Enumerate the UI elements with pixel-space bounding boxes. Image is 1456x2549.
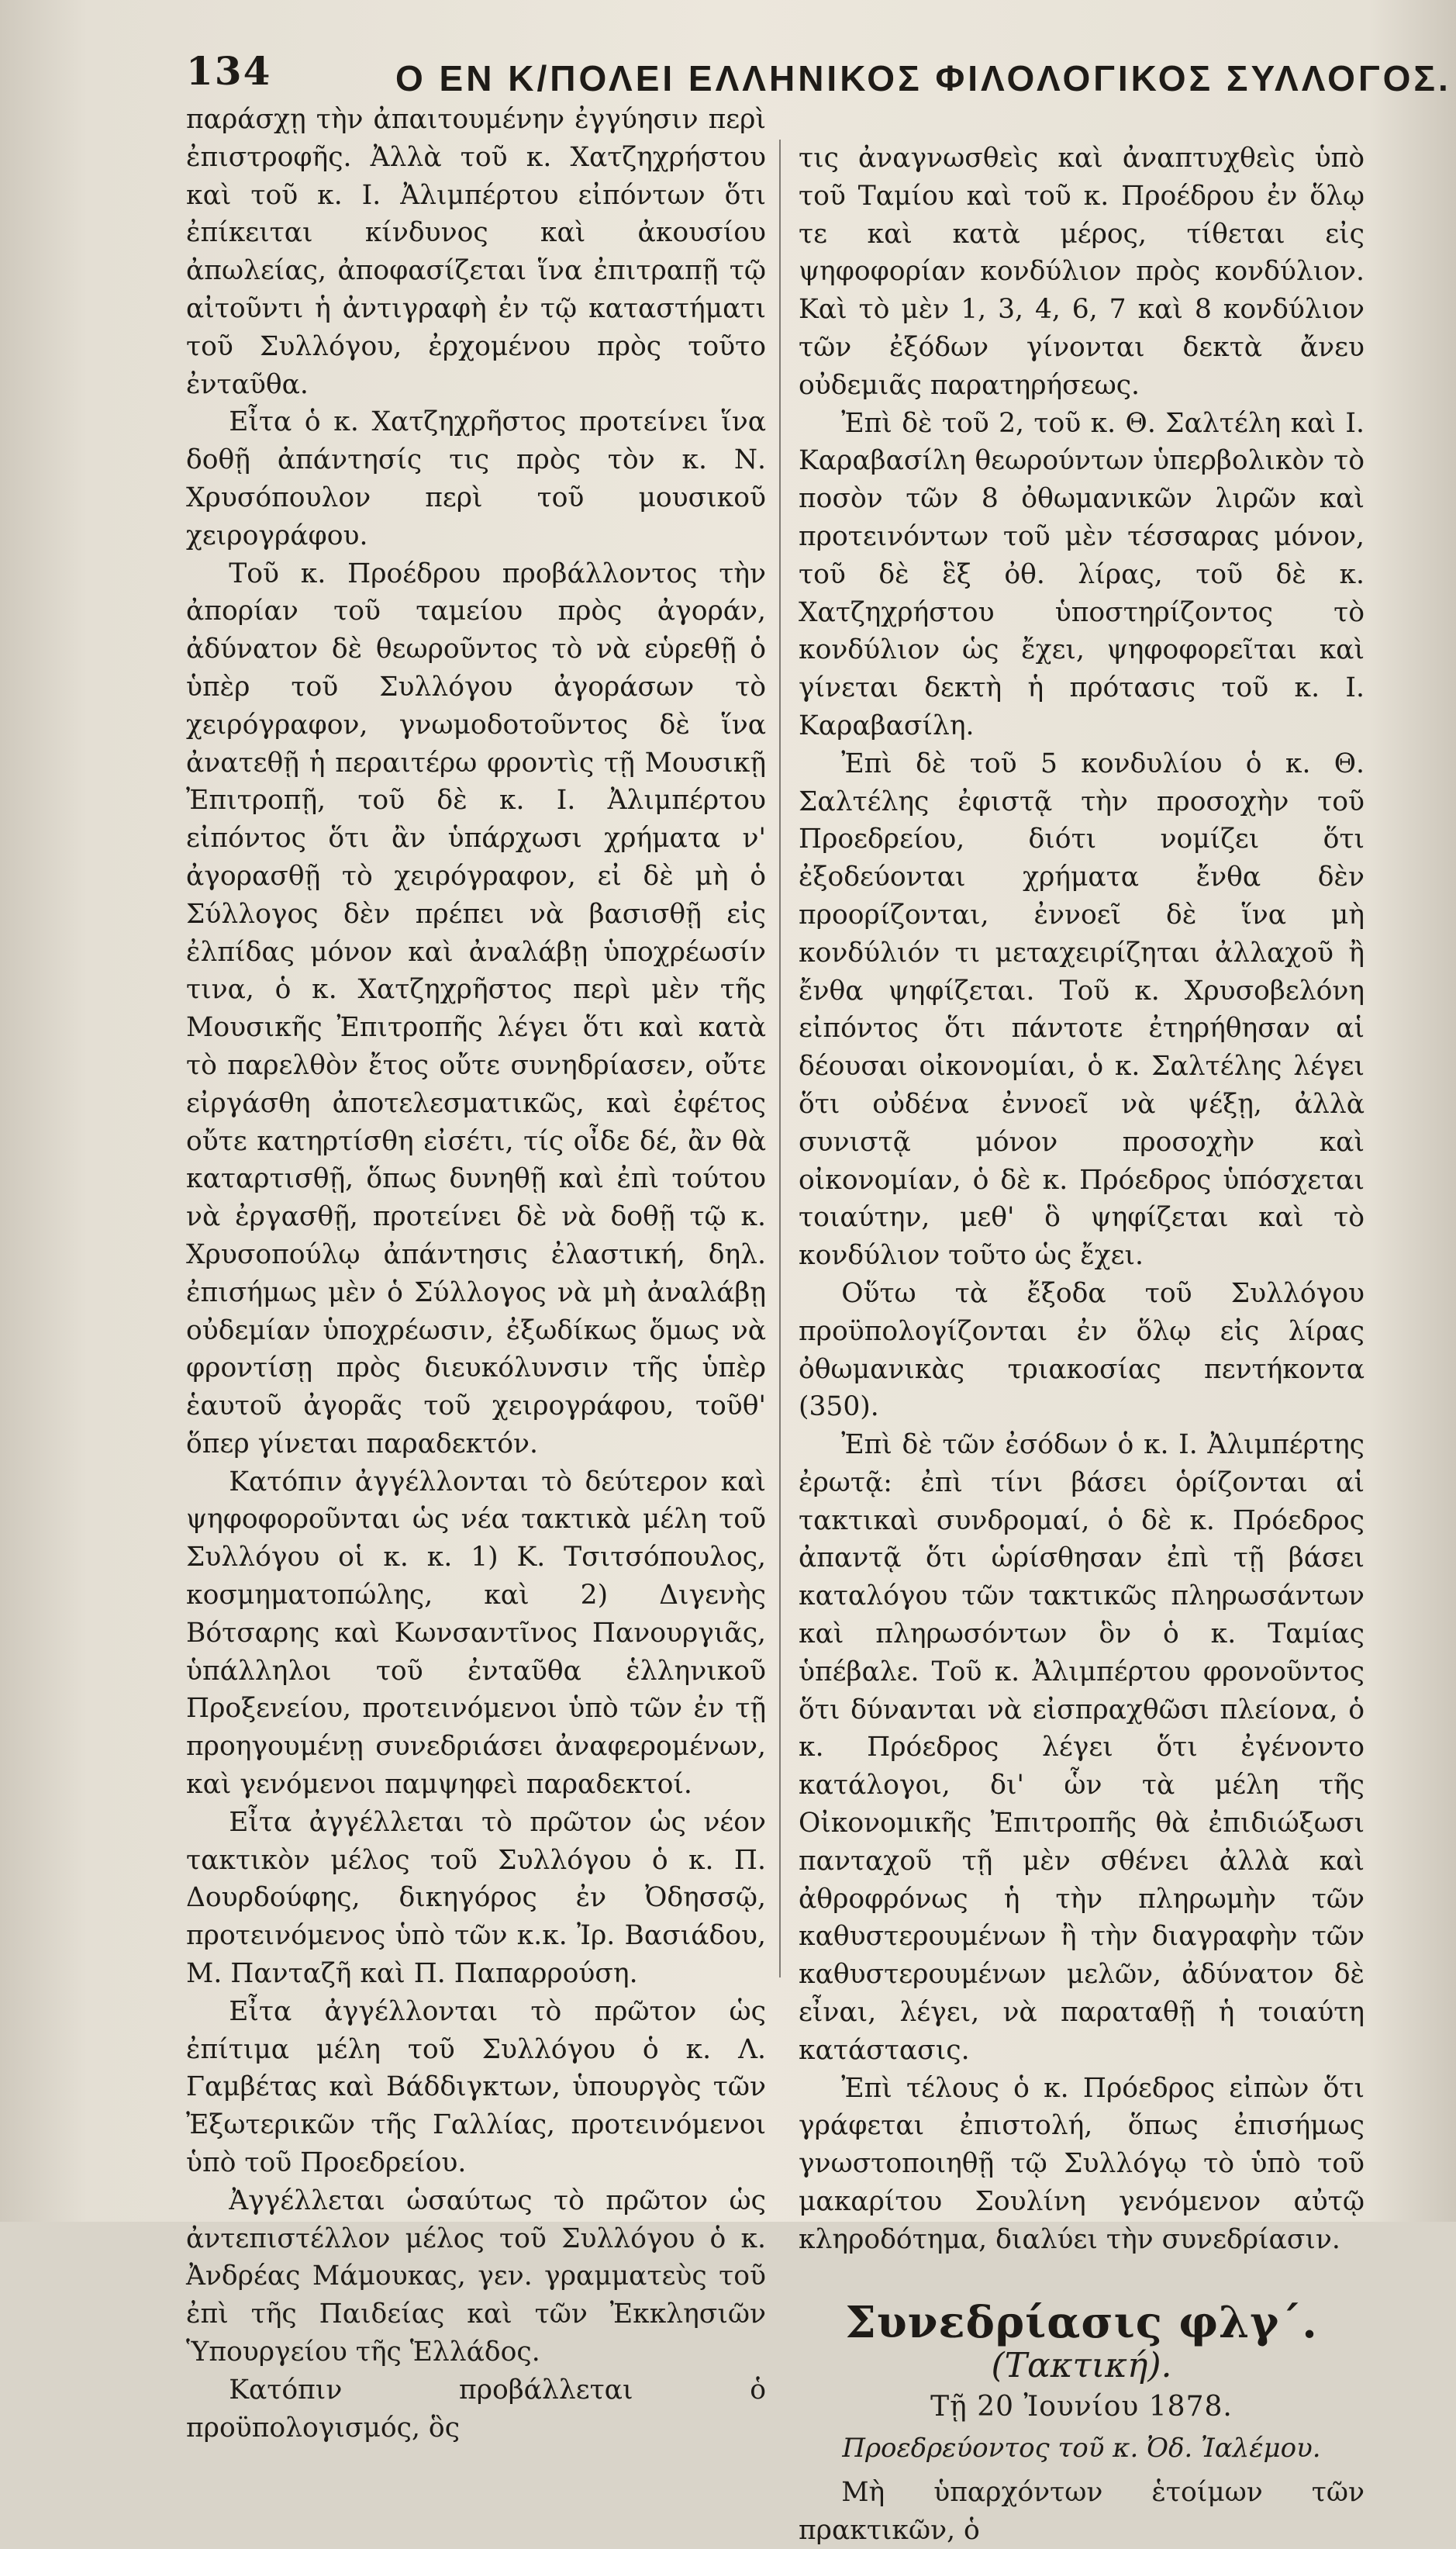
- running-title: Ο ΕΝ Κ/ΠΟΛΕΙ ΕΛΛΗΝΙΚΟΣ ΦΙΛΟΛΟΓΙΚΟΣ ΣΥΛΛΟΓΟΣ.: [395, 58, 1451, 98]
- session-date: Τῇ 20 Ἰουνίου 1878.: [930, 2391, 1233, 2423]
- session-title: Συνεδρίασις φλγ΄.: [845, 2296, 1318, 2348]
- paragraph: Εἶτα ὁ κ. Χατζηχρῆστος προτείνει ἵνα δοθῇ ἀπάντησίς τις πρὸς τὸν κ. Ν. Χρυσόπουλον περὶ τοῦ μουσικοῦ χειρογράφου.: [186, 406, 766, 551]
- paragraph: Ἐπὶ δὲ τοῦ 2, τοῦ κ. Θ. Σαλτέλη καὶ Ι. Καραβασίλη θεωρούντων ὑπερβολικὸν τὸ ποσὸν τῶν 8 ὀθωμανικῶν λιρῶν καὶ προτεινόντων τοῦ μὲν τέσσαρας μόνον, τοῦ δὲ ἓξ ὀθ. λίρας, τοῦ δὲ κ. Χατζηχρήστου ὑποστηρίζοντος τὸ κονδύλιον ὡς ἔχει, ψηφοφορεῖται καὶ γίνεται δεκτὴ ἡ πρότασις τοῦ κ. Ι. Καραβασίλη.: [799, 407, 1365, 741]
- paragraph: τις ἀναγνωσθεὶς καὶ ἀναπτυχθεὶς ὑπὸ τοῦ Ταμίου καὶ τοῦ κ. Προέδρου ἐν ὅλῳ τε καὶ κατὰ μέρος, τίθεται εἰς ψηφοφορίαν κονδύλιον πρὸς κονδύλιον. Καὶ τὸ μὲν 1, 3, 4, 6, 7 καὶ 8 κονδύλιον τῶν ἐξόδων γίνονται δεκτὰ ἄνευ οὐδεμιᾶς παρατηρήσεως.: [799, 143, 1365, 401]
- paragraph: Τοῦ κ. Προέδρου προβάλλοντος τὴν ἀπορίαν τοῦ ταμείου πρὸς ἀγοράν, ἀδύνατον δὲ θεωροῦντος τὸ νὰ εὑρεθῇ ὁ ὑπὲρ τοῦ Συλλόγου ἀγοράσων τὸ χειρόγραφον, γνωμοδοτοῦντος δὲ ἵνα ἀνατεθῇ ἡ περαιτέρω φροντὶς τῇ Μουσικῇ Ἐπιτροπῇ, τοῦ δὲ κ. Ι. Ἀλιμπέρτου εἰπόντος ὅτι ἂν ὑπάρχωσι χρήματα ν' ἀγορασθῇ τὸ χειρόγραφον, εἰ δὲ μὴ ὁ Σύλλογος δὲν πρέπει νὰ βασισθῇ εἰς ἐλπίδας μόνον καὶ ἀναλάβῃ ὑποχρέωσίν τινα, ὁ κ. Χατζηχρῆστος περὶ μὲν τῆς Μουσικῆς Ἐπιτροπῆς λέγει ὅτι καὶ κατὰ τὸ παρελθὸν ἔτος οὔτε συνηδρίασεν, οὔτε εἰργάσθη ἀποτελεσματικῶς, καὶ ἐφέτος οὔτε κατηρτίσθη εἰσέτι, τίς οἶδε δέ, ἂν θὰ καταρτισθῇ, ὅπως δυνηθῇ καὶ ἐπὶ τούτου νὰ ἐργασθῇ, προτείνει δὲ νὰ δοθῇ τῷ κ. Χρυσοπούλῳ ἀπάντησις ἐλαστική, δηλ. ἐπισήμως μὲν ὁ Σύλλογος νὰ μὴ ἀναλάβῃ οὐδεμίαν ὑποχρέωσιν, ἐξωδίκως ὅμως νὰ φροντίσῃ πρὸς διευκόλυνσιν τῆς ὑπὲρ ἑαυτοῦ ἀγορᾶς τοῦ χειρογράφου, τοῦθ' ὅπερ γίνεται παραδεκτόν.: [186, 558, 766, 1459]
- session-presiding: Προεδρεύοντος τοῦ κ. Ὀδ. Ἰαλέμου.: [842, 2433, 1321, 2464]
- paragraph: Ἐπὶ τέλους ὁ κ. Πρόεδρος εἰπὼν ὅτι γράφεται ἐπιστολή, ὅπως ἐπισήμως γνωστοποιηθῇ τῷ Συλλόγῳ τὸ ὑπὸ τοῦ μακαρίτου Σουλίνη γενόμενον αὐτῷ κληροδότημα, διαλύει τὴν συνεδρίασιν.: [799, 2072, 1365, 2255]
- paragraph: Ἐπὶ δὲ τοῦ 5 κονδυλίου ὁ κ. Θ. Σαλτέλης ἐφιστᾷ τὴν προσοχὴν τοῦ Προεδρείου, διότι νομίζει ὅτι ἐξοδεύονται χρήματα ἔνθα δὲν προορίζονται, ἐννοεῖ δὲ ἵνα μὴ κονδύλιόν τι μεταχειρίζηται ἀλλαχοῦ ἢ ἔνθα ψηφίζεται. Τοῦ κ. Χρυσοβελόνη εἰπόντος ὅτι πάντοτε ἐτηρήθησαν αἱ δέουσαι οἰκονομίαι, ὁ κ. Σαλτέλης λέγει ὅτι οὐδένα ἐννοεῖ νὰ ψέξῃ, ἀλλὰ συνιστᾷ μόνον προσοχὴν καὶ οἰκονομίαν, ὁ δὲ κ. Πρόεδρος ὑπόσχεται τοιαύτην, μεθ' ὃ ψηφίζεται καὶ τὸ κονδύλιον τοῦτο ὡς ἔχει.: [799, 748, 1365, 1272]
- right-column: [799, 140, 1365, 2549]
- paragraph: Ἀγγέλλεται ὡσαύτως τὸ πρῶτον ὡς ἀντεπιστέλλον μέλος τοῦ Συλλόγου ὁ κ. Ἀνδρέας Μάμουκας, γεν. γραμματεὺς τοῦ ἐπὶ τῆς Παιδείας καὶ τῶν Ἐκκλησιῶν Ὑπουργείου τῆς Ἑλλάδος.: [186, 2185, 766, 2368]
- page-number: 134: [186, 48, 272, 94]
- paragraph: Εἶτα ἀγγέλλεται τὸ πρῶτον ὡς νέον τακτικὸν μέλος τοῦ Συλλόγου ὁ κ. Π. Δουρδούφης, δικηγόρος ἐν Ὀδησσῷ, προτεινόμενος ὑπὸ τῶν κ.κ. Ἰρ. Βασιάδου, Μ. Πανταζῆ καὶ Π. Παπαρρούση.: [186, 1806, 766, 1990]
- paragraph: Ἐπὶ δὲ τῶν ἐσόδων ὁ κ. Ι. Ἀλιμπέρτης ἐρωτᾷ: ἐπὶ τίνι βάσει ὁρίζονται αἱ τακτικαὶ συνδρομαί, ὁ δὲ κ. Πρόεδρος ἀπαντᾷ ὅτι ὡρίσθησαν ἐπὶ τῇ βάσει καταλόγου τῶν τακτικῶς πληρωσάντων καὶ πληρωσόντων ὃν ὁ κ. Ταμίας ὑπέβαλε. Τοῦ κ. Ἀλιμπέρτου φρονοῦντος ὅτι δύνανται νὰ εἰσπραχθῶσι πλείονα, ὁ κ. Πρόεδρος λέγει ὅτι ἐγένοντο κατάλογοι, δι' ὧν τὰ μέλη τῆς Οἰκονομικῆς Ἐπιτροπῆς θὰ ἐπιδιώξωσι πανταχοῦ τῇ μὲν σθένει ἀλλὰ καὶ ἀθροφρόνως ἡ τὴν πληρωμὴν τῶν καθυστερουμένων ἢ τὴν διαγραφὴν τῶν καθυστερουμένων μελῶν, ἀδύνατον δὲ εἶναι, λέγει, νὰ παραταθῇ ἡ τοιαύτη κατάστασις.: [799, 1429, 1365, 2066]
- paragraph: Εἶτα ἀγγέλλονται τὸ πρῶτον ὡς ἐπίτιμα μέλη τοῦ Συλλόγου ὁ κ. Λ. Γαμβέτας καὶ Βάδδιγκτων, ὑπουργὸς τῶν Ἐξωτερικῶν τῆς Γαλλίας, προτεινόμενοι ὑπὸ τοῦ Προεδρείου.: [186, 1995, 766, 2179]
- column-divider: [779, 140, 781, 1977]
- paragraph: παράσχῃ τὴν ἀπαιτουμένην ἐγγύησιν περὶ ἐπιστροφῆς. Ἀλλὰ τοῦ κ. Χατζηχρήστου καὶ τοῦ κ. Ι. Ἀλιμπέρτου εἰπόντων ὅτι ἐπίκειται κίνδυνος καὶ ἀκουσίου ἀπωλείας, ἀποφασίζεται ἵνα ἐπιτραπῇ τῷ αἰτοῦντι ἡ ἀντιγραφὴ ἐν τῷ καταστήματι τοῦ Συλλόγου, ἐρχομένου πρὸς τοῦτο ἐνταῦθα.: [186, 104, 766, 400]
- paragraph: Οὕτω τὰ ἔξοδα τοῦ Συλλόγου προϋπολογίζονται ἐν ὅλῳ εἰς λίρας ὀθωμανικὰς τριακοσίας πεντήκοντα (350).: [799, 1277, 1365, 1423]
- paragraph: Κατόπιν ἀγγέλλονται τὸ δεύτερον καὶ ψηφοφοροῦνται ὡς νέα τακτικὰ μέλη τοῦ Συλλόγου οἱ κ. κ. 1) Κ. Τσιτσόπουλος, κοσμηματοπώλης, καὶ 2) Διγενὴς Βότσαρης καὶ Κωνσαντῖνος Πανουργιᾶς, ὑπάλληλοι τοῦ ἐνταῦθα ἑλληνικοῦ Προξενείου, προτεινόμενοι ὑπὸ τῶν ἐν τῇ προηγουμένῃ συνεδριάσει ἀναφερομένων, καὶ γενόμενοι παμψηφεὶ παραδεκτοί.: [186, 1466, 766, 1801]
- left-column: [186, 101, 766, 2447]
- session-opening-text: Μὴ ὑπαρχόντων ἑτοίμων τῶν πρακτικῶν, ὁ: [799, 2476, 1365, 2546]
- session-type: (Τακτική).: [991, 2346, 1172, 2386]
- paragraph: Κατόπιν προβάλλεται ὁ προϋπολογισμός, ὃς: [186, 2374, 766, 2444]
